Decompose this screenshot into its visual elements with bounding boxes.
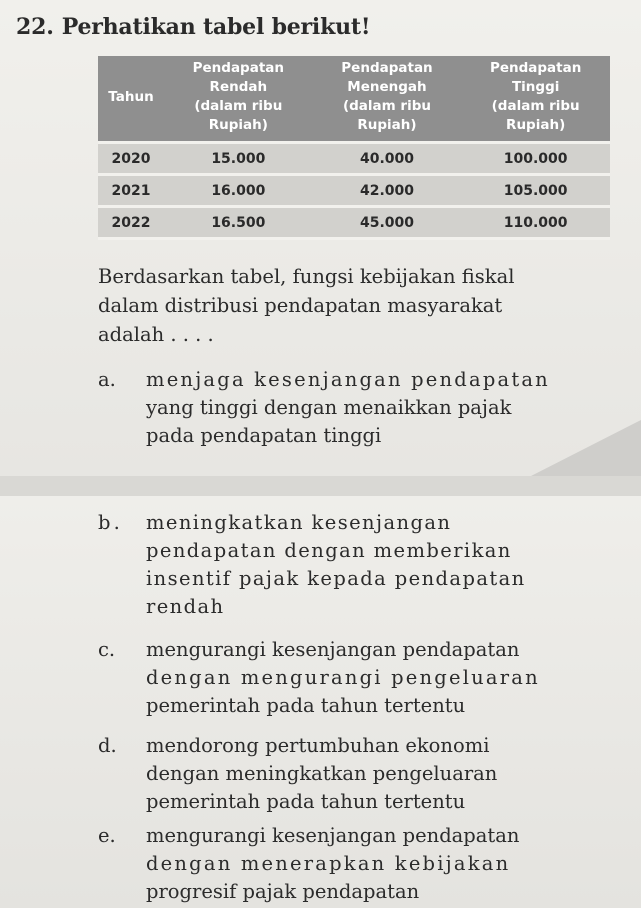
cell-year: 2020 — [98, 144, 164, 176]
table-row — [98, 208, 610, 240]
cell-high: 110.000 — [461, 208, 610, 240]
question-stem: Berdasarkan tabel, fungsi kebijakan fiskal dalam distribusi pendapatan masyarakat adalah . . . . — [98, 265, 515, 346]
option-e[interactable] — [98, 822, 618, 906]
cell-high: 105.000 — [461, 176, 610, 208]
option-b[interactable] — [98, 509, 618, 621]
option-a[interactable] — [98, 366, 618, 450]
option-letter: e. — [98, 824, 116, 847]
question-title: Perhatikan tabel berikut! — [61, 14, 371, 40]
income-table — [98, 56, 610, 240]
option-letter: c. — [98, 638, 116, 661]
cell-middle: 45.000 — [313, 208, 462, 240]
cell-low: 16.500 — [164, 208, 313, 240]
cell-high: 100.000 — [461, 144, 610, 176]
option-letter: a. — [98, 368, 116, 391]
header-low-income: Pendapatan Rendah (dalam ribu Rupiah) — [164, 56, 313, 144]
table-row — [98, 176, 610, 208]
table-row — [98, 144, 610, 176]
question-number: 22. — [16, 14, 54, 40]
table-header-row — [98, 56, 610, 144]
header-high-income: Pendapatan Tinggi (dalam ribu Rupiah) — [461, 56, 610, 144]
option-c[interactable] — [98, 636, 618, 720]
question-heading — [16, 14, 370, 40]
header-middle-income: Pendapatan Menengah (dalam ribu Rupiah) — [313, 56, 462, 144]
cell-year: 2022 — [98, 208, 164, 240]
option-text: menjaga kesenjangan pendapatan yang tinggi dengan menaikkan pajak pada pendapatan tinggi — [146, 368, 550, 447]
option-text: meningkatkan kesenjangan pendapatan dengan memberikan insentif pajak kepada pendapatan rendah — [146, 511, 526, 618]
option-letter: d. — [98, 734, 117, 757]
cell-middle: 40.000 — [313, 144, 462, 176]
cell-middle: 42.000 — [313, 176, 462, 208]
header-year: Tahun — [98, 56, 164, 144]
option-text: mengurangi kesenjangan pendapatan dengan menerapkan kebijakan progresif pajak pendapatan — [146, 824, 520, 903]
option-d[interactable] — [98, 732, 618, 816]
option-text: mengurangi kesenjangan pendapatan dengan mengurangi pengeluaran pemerintah pada tahun tertentu — [146, 638, 540, 717]
cell-year: 2021 — [98, 176, 164, 208]
option-letter: b. — [98, 511, 124, 534]
option-text: mendorong pertumbuhan ekonomi dengan meningkatkan pengeluaran pemerintah pada tahun tertentu — [146, 734, 498, 813]
page-fold-shadow — [0, 476, 641, 496]
cell-low: 15.000 — [164, 144, 313, 176]
cell-low: 16.000 — [164, 176, 313, 208]
